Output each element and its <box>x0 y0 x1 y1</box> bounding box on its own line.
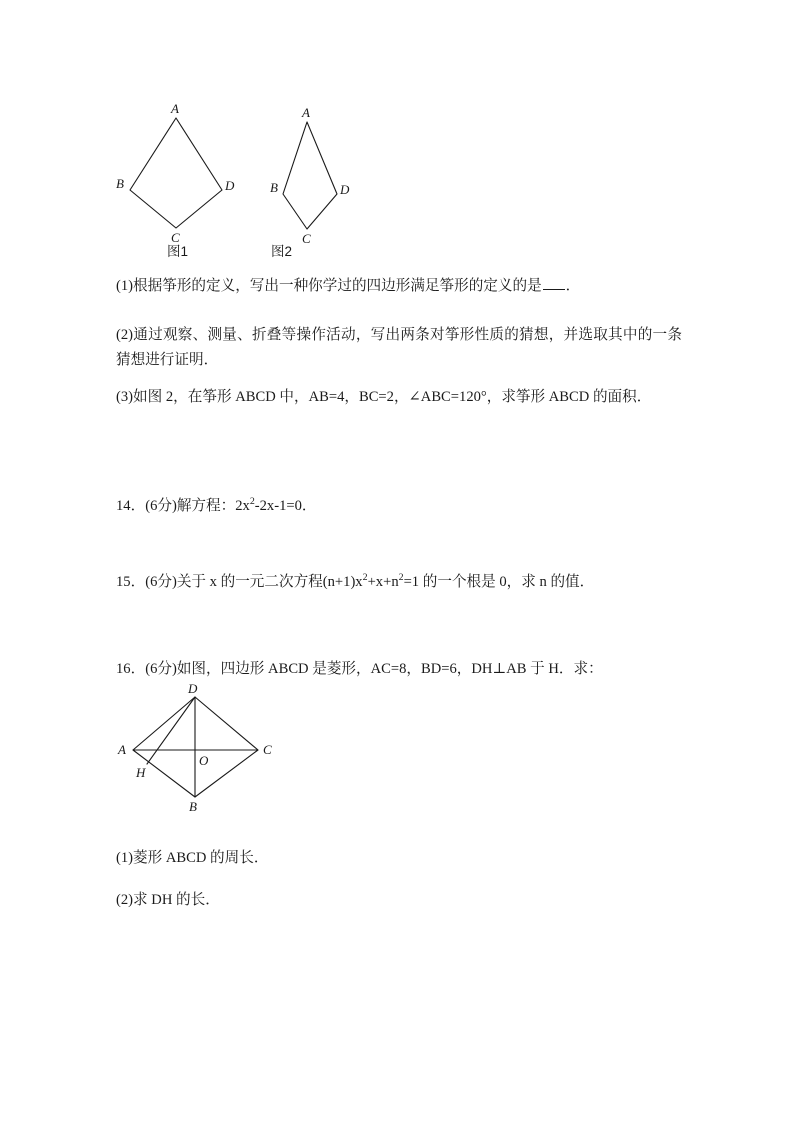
kite-2-vertex-label-c: C <box>302 231 311 246</box>
kite-2-vertex-label-d: D <box>340 182 350 197</box>
kite-figure-2-caption: 图2 <box>271 244 293 259</box>
problem-15-stem-post: =1 的一个根是 0，求 n 的值． <box>403 574 595 590</box>
problem-16-subitem-1-text: 菱形 ABCD 的周长． <box>133 850 269 866</box>
problem-15 <box>116 570 691 595</box>
rhombus-vertex-label-a: A <box>118 742 126 757</box>
kite-2-svg <box>270 100 360 245</box>
kite-1-vertex-label-b: B <box>116 176 124 191</box>
problem-15-exponent-2: 2 <box>398 572 404 584</box>
problem-14-points: (6分) <box>145 498 177 514</box>
kite-2-vertex-label-b: B <box>270 180 278 195</box>
problem-16-number: 16． <box>116 661 146 677</box>
kite-question-3-text: 如图 2，在筝形 ABCD 中，AB=4，BC=2，∠ABC=120°，求筝形 ABCD 的面积． <box>133 389 652 405</box>
kite-1-svg <box>110 100 250 245</box>
problem-15-exponent-1: 2 <box>362 572 368 584</box>
problem-14-number: 14． <box>116 498 146 514</box>
kite-question-2-prefix: (2) <box>116 327 134 343</box>
problem-16-subitem-2 <box>116 888 691 912</box>
rhombus-vertex-label-c: C <box>263 742 272 757</box>
problem-14-stem-pre: 解方程：2x <box>176 498 250 514</box>
kite-1-vertex-label-d: D <box>225 178 235 193</box>
kite-1-outline <box>130 118 222 228</box>
problem-15-stem-mid: +x+n <box>367 574 399 590</box>
kite-figure-1 <box>110 100 250 245</box>
problem-14-stem-post: -2x-1=0． <box>254 498 317 514</box>
problem-16-subitem-2-text: 求 DH 的长． <box>133 892 220 908</box>
kite-1-vertex-label-c: C <box>171 230 180 245</box>
rhombus-svg <box>110 681 290 815</box>
kite-question-3-prefix: (3) <box>116 389 134 405</box>
problem-15-points: (6分) <box>145 574 177 590</box>
kite-question-1-answer-blank[interactable] <box>543 289 565 290</box>
kite-question-1-period: ． <box>565 278 581 294</box>
problem-16-stem: 如图，四边形 ABCD 是菱形，AC=8，BD=6，DH⊥AB 于 H．求： <box>176 661 603 677</box>
problem-16 <box>116 657 691 682</box>
problem-15-number: 15． <box>116 574 146 590</box>
rhombus-vertex-label-b: B <box>189 799 197 814</box>
kite-figure-1-caption: 图1 <box>167 244 189 259</box>
rhombus-vertex-label-d: D <box>188 681 198 696</box>
rhombus-center-label-o: O <box>199 753 209 768</box>
altitude-dh <box>147 697 195 764</box>
kite-question-1-text: 根据筝形的定义，写出一种你学过的四边形满足筝形的定义的是 <box>133 278 542 294</box>
problem-14 <box>116 494 691 519</box>
problem-16-subitem-2-prefix: (2) <box>116 892 134 908</box>
kite-question-2 <box>116 323 682 373</box>
kite-question-1 <box>116 274 691 299</box>
kite-2-outline <box>283 122 337 229</box>
problem-15-stem-pre: 关于 x 的一元二次方程(n+1)x <box>176 574 363 590</box>
problem-16-subitem-1 <box>116 846 691 870</box>
kite-question-2-text: 通过观察、测量、折叠等操作活动，写出两条对筝形性质的猜想，并选取其中的一条猜想进行证明． <box>116 327 682 368</box>
kite-question-3 <box>116 385 682 410</box>
problem-16-points: (6分) <box>145 661 177 677</box>
kite-figure-2 <box>270 100 360 245</box>
problem-16-subitem-1-prefix: (1) <box>116 850 134 866</box>
rhombus-figure <box>110 681 290 815</box>
kite-question-1-prefix: (1) <box>116 278 134 294</box>
kite-2-vertex-label-a: A <box>302 105 310 120</box>
problem-14-exponent: 2 <box>249 496 255 508</box>
rhombus-foot-label-h: H <box>136 765 146 780</box>
kite-1-vertex-label-a: A <box>171 101 179 116</box>
